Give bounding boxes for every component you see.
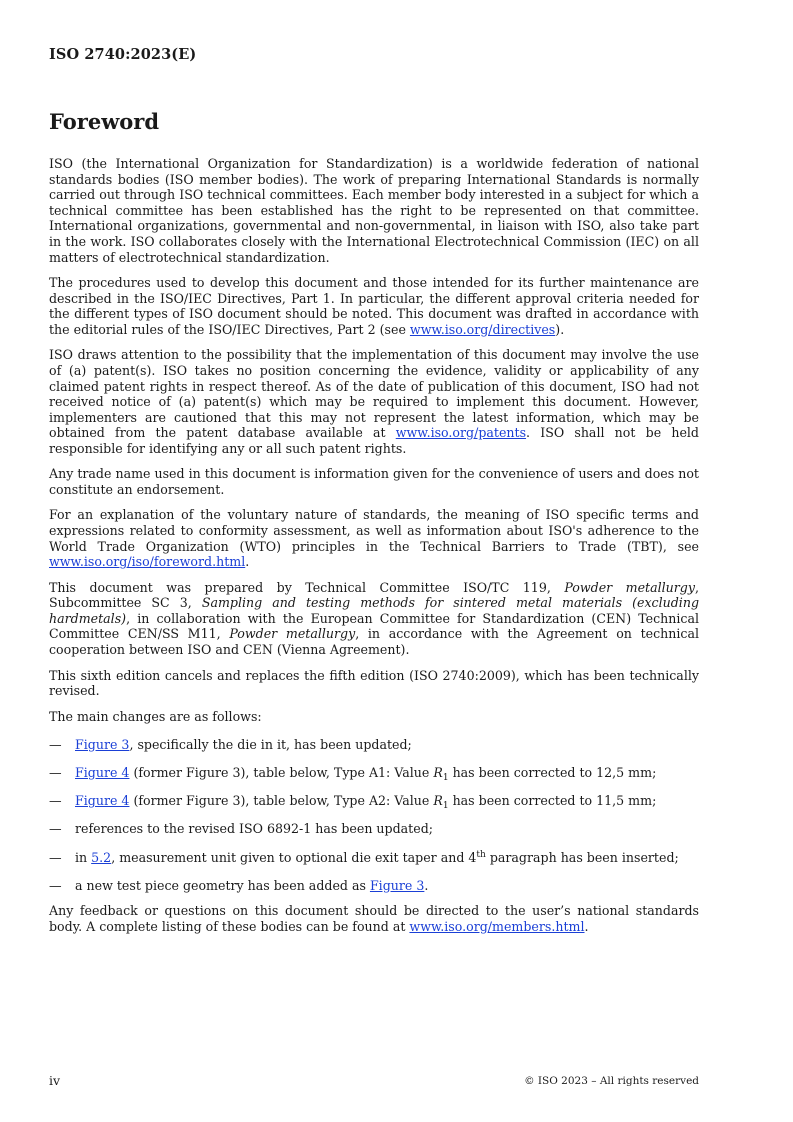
list-item: — Figure 4 (former Figure 3), table below, Type A2: Value $R_1$ has been corrected to 11,5 mm; [49,793,657,812]
paragraph-committee: This document was prepared by Technical Committee ISO/TC 119, Powder metallurgy, Subcommittee SC 3, Sampling and testing methods for sintered metal materials (excluding hardmetals), in collaboration with the European Committee for Standardization (CEN) Technical Committee CEN/SS M11, Powder metallurgy, in accordance with the Agreement on technical cooperation between ISO and CEN (Vienna Agreement). [49,579,700,658]
figure-4-link[interactable]: Figure 4 [75,793,130,809]
figure-3-link[interactable]: Figure 3 [369,877,425,893]
paragraph-edition: This sixth edition cancels and replaces the fifth edition (ISO 2740:2009), which has been technically revised. [49,667,699,699]
figure-3-link[interactable]: Figure 3 [75,736,130,752]
list-item: — Figure 4 (former Figure 3), table below, Type A1: Value $R_1$ has been corrected to 12,5 mm; [49,765,657,784]
paragraph-patents: ISO draws attention to the possibility that the implementation of this document may involve the use of (a) patent(s). ISO takes no position concerning the evidence, validity or applicability of any claimed patent rights in respect thereof. As of the date of publication of this document, ISO had not received notice of (a) patent(s) which may be required to implement this document. However, implementers are cautioned that this may not represent the latest information, which may be obtained from the patent database available at www.iso.org/patents. ISO shall not be held responsible for identifying any or all such patent rights. [49,347,699,456]
list-item: — Figure 3, specifically the die in it, has been updated; [49,736,412,752]
directives-link[interactable]: www.iso.org/directives [409,321,556,337]
copyright-notice: © ISO 2023 – All rights reserved [524,1075,699,1087]
paragraph-procedures: The procedures used to develop this document and those intended for its further maintenance are described in the ISO/IEC Directives, Part 1. In particular, the different approval criteria needed for the different types of ISO document should be noted. This document was drafted in accordance with the editorial rules of the ISO/IEC Directives, Part 2 (see www.iso.org/directives). [49,275,699,337]
foreword-body [49,156,699,944]
patents-link[interactable]: www.iso.org/patents [395,425,527,441]
paragraph-feedback: Any feedback or questions on this document should be directed to the user’s national standards body. A complete listing of these bodies can be found at www.iso.org/members.html. [49,903,699,934]
section-heading: Foreword [49,109,160,134]
list-item: — a new test piece geometry has been added as Figure 3. [49,877,429,893]
paragraph-voluntary-nature: For an explanation of the voluntary nature of standards, the meaning of ISO specific terms and expressions related to conformity assessment, as well as information about ISO's adherence to the World Trade Organization (WTO) principles in the Technical Barriers to Trade (TBT), see www.iso.org/iso/foreword.html. [49,507,699,570]
figure-4-link[interactable]: Figure 4 [75,765,130,781]
paragraph-main-changes: The main changes are as follows: [49,708,262,724]
paragraph-iso-intro: ISO (the International Organization for Standardization) is a worldwide federation of national standards bodies (ISO member bodies). The work of preparing International Standards is normally carried out through ISO technical committees. Each member body interested in a subject for which a technical committee has been established has the right to be represented on that committee. International organizations, governmental and non-governmental, in liaison with ISO, also take part in the work. ISO collaborates closely with the International Electrotechnical Commission (IEC) on all matters of electrotechnical standardization. [49,156,699,265]
members-link[interactable]: www.iso.org/members.html [409,918,585,934]
list-item: — references to the revised ISO 6892-1 has been updated; [49,821,433,837]
document-id: ISO 2740:2023(E) [49,46,197,63]
page [49,0,699,1122]
foreword-link[interactable]: www.iso.org/iso/foreword.html [49,554,246,570]
list-item: — in 5.2, measurement unit given to optional die exit taper and 4th paragraph has been inserted; [49,849,679,865]
clause-5-2-link[interactable]: 5.2 [91,849,112,865]
paragraph-trade-name: Any trade name used in this document is information given for the convenience of users and does not constitute an endorsement. [49,466,699,497]
page-number: iv [49,1073,61,1088]
